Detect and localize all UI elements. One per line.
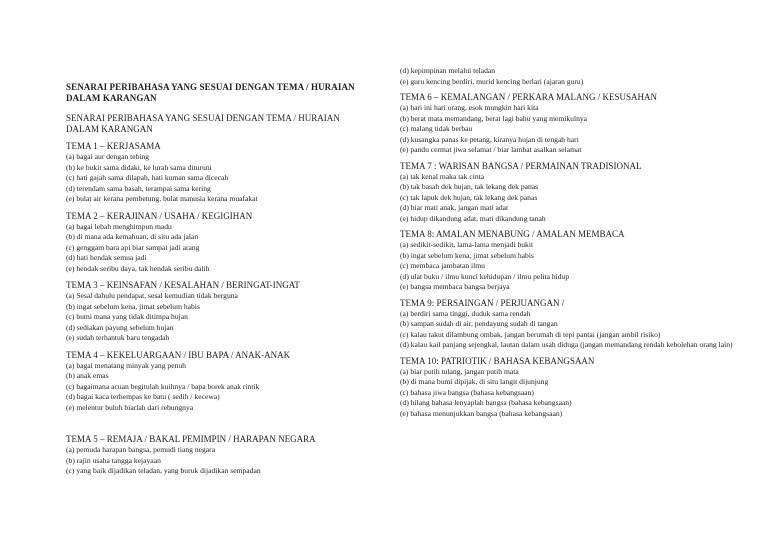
proverb-item: (d) hati hendak semua jadi	[66, 253, 147, 262]
proverb-item: (b) rajin usaha tangga kejayaan	[66, 455, 161, 465]
proverb-item: (d) hilang bahasa lenyaplah bangsa (bahasa kebangsaan)	[400, 398, 572, 407]
proverb-item: (a) biar putih tulang, jangan putih mata	[400, 366, 519, 376]
proverb-item: (e) bahasa menunjukkan bangsa (bahasa kebangsaan)	[400, 408, 563, 418]
proverb-item: (d) bagai kaca terhempas ke batu ( sedih / kecewa)	[66, 392, 220, 401]
proverb-item: (c) bahasa jiwa bangsa (bahasa kebangsaan)	[400, 387, 534, 397]
proverb-item: (c) genggam bara api biar sampai jadi arang	[66, 242, 200, 252]
theme-heading: TEMA 10: PATRIOTIK / BAHASA KEBANGSAAN	[400, 355, 595, 366]
theme-9-section	[400, 298, 740, 351]
proverb-item: (e) bangsa membaca bangsa berjaya	[400, 282, 510, 291]
proverb-item: (b) ingat sebelum kena, jimat sebelum habis	[400, 250, 534, 260]
theme-heading: TEMA 4 – KEKELUARGAAN / IBU BAPA / ANAK-ANAK	[66, 349, 291, 360]
left-column	[66, 82, 366, 477]
theme-heading: TEMA 9: PERSAINGAN / PERJUANGAN /	[400, 297, 565, 308]
proverb-item: (e) hidup dikandung adat, mati dikandung tanah	[400, 213, 546, 223]
proverb-item: (a) bagai lebah menghimpun madu	[66, 221, 172, 231]
theme-heading: TEMA 6 – KEMALANGAN / PERKARA MALANG / KESUSAHAN	[400, 92, 658, 102]
proverb-item: (b) sampan sudah di air, pendayung sudah di tangan	[400, 319, 558, 328]
right-column	[400, 66, 740, 419]
proverb-item: (a) tak kenal maka tak cinta	[400, 171, 485, 181]
proverb-item: (e) guru kencing berdiri, murid kencing berlari (ajaran guru)	[400, 76, 584, 86]
proverb-item: (c) hati gajah sama dilapah, hati kuman sama dicecah	[66, 173, 229, 182]
proverb-item: (d) terendam sama basah, terampai sama kering	[66, 183, 211, 193]
proverb-item: (d) biar mati anak, jangan mati adat	[400, 203, 509, 212]
theme-3-section	[66, 280, 366, 344]
proverb-item: (e) sudah terhantuk baru tengadah	[66, 333, 170, 342]
proverb-item: (a) hari ini hari orang, esok mungkin hari kita	[400, 103, 539, 112]
proverb-item: (a) sedikit-sedikit, lama-lama menjadi bukit	[400, 240, 534, 249]
proverb-item: (e) bulat air kerana pembetung, bulat manusia kerana muafakat	[66, 194, 258, 203]
theme-4-section	[66, 350, 366, 414]
proverb-item: (c) bumi mana yang tidak ditimpa hujan	[66, 312, 188, 321]
proverb-item: (b) anak emas	[66, 371, 109, 380]
proverb-item: (c) kalau takut dilambung ombak, jangan berumah di tepi pantai (jangan ambil risiko)	[400, 329, 661, 339]
proverb-item: (d) sediakan payung sebelum hujan	[66, 322, 174, 332]
theme-heading: TEMA 1 – KERJASAMA	[66, 141, 161, 151]
proverb-item: (a) pemuda harapan bangsa, pemudi tiang negara	[66, 445, 216, 454]
proverb-item: (c) membaca jambatan ilmu	[400, 261, 485, 270]
proverb-item: (e) melentur buluh biarlah dari rebungnya	[66, 402, 194, 412]
proverb-item: (b) ingat sebelum kena, jimat sebelum habis	[66, 301, 200, 311]
proverb-item: (b) di mana bumi dipijak, di situ langit dijunjung	[400, 377, 549, 386]
proverb-item: (c) malang tidak berbau	[400, 124, 473, 133]
proverb-item: (e) pandu cermat jiwa selamat / biar lambat asalkan selamat	[400, 145, 582, 154]
theme-heading: TEMA 3 – KEINSAFAN / KESALAHAN / BERINGAT-INGAT	[66, 280, 300, 290]
theme-2-section	[66, 211, 366, 275]
theme-8-section	[400, 229, 740, 293]
proverb-item: (e) hendak seribu daya, tak hendak seribu dalih	[66, 263, 210, 273]
document-title: SENARAI PERIBAHASA YANG SESUAI DENGAN TEMA / HURAIAN DALAM KARANGAN	[66, 82, 355, 103]
theme-1-section	[66, 141, 366, 205]
proverb-item: (c) yang baik dijadikan teladan, yang buruk dijadikan sempadan	[66, 466, 261, 475]
proverb-item: (a) Sesal dahulu pendapat, sesal kemudian tidak berguna	[66, 291, 238, 300]
proverb-item: (a) bagai aur dengan tebing	[66, 152, 150, 161]
proverb-item: (a) bagai menatang minyak yang penuh	[66, 360, 186, 370]
theme-7-section	[400, 161, 740, 225]
theme-heading: TEMA 2 – KERAJINAN / USAHA / KEGIGIHAN	[66, 210, 253, 221]
theme-5-section	[66, 434, 366, 477]
proverb-item: (c) tak lapuk dek hujan, tak lekang dek panas	[400, 192, 538, 202]
proverb-item: (d) kepimpinan melalui teladan	[400, 66, 496, 75]
proverb-item: (d) ulat buku / ilmu kunci kehidupan / ilmu pelita hidup	[400, 271, 570, 281]
theme-heading: TEMA 8: AMALAN MENABUNG / AMALAN MEMBACA	[400, 229, 625, 239]
proverb-item: (b) tak basah dek hujan, tak lekang dek panas	[400, 182, 539, 191]
proverb-item: (c) bagaimana acuan begitulah kuihnya / bapa borek anak rintik	[66, 381, 260, 391]
theme-10-section	[400, 356, 740, 420]
document-subtitle: SENARAI PERIBAHASA YANG SESUAI DENGAN TEMA / HURAIAN DALAM KARANGAN	[66, 113, 340, 134]
proverb-item: (b) berat mata memandang, berat lagi bahu yang memikulnya	[400, 113, 588, 123]
proverb-item: (a) berdiri sama tinggi, duduk sama rendah	[400, 308, 531, 318]
proverb-item: (d) kalau kail panjang sejengkal, lautan dalam usah diduga (jangan memandang rendah kebolehan orang lain)	[400, 340, 733, 349]
proverb-item: (b) di mana ada kemahuan, di situ ada jalan	[66, 232, 199, 241]
proverb-item: (d) kusangka panas ke petang, kiranya hujan di tengah hari	[400, 134, 579, 144]
theme-heading: TEMA 5 – REMAJA / BAKAL PEMIMPIN / HARAPAN NEGARA	[66, 434, 316, 444]
proverb-item: (b) ke bukit sama didaki, ke lurah sama dituruni	[66, 162, 212, 172]
theme-heading: TEMA 7 : WARISAN BANGSA / PERMAINAN TRADISIONAL	[400, 160, 642, 171]
theme-6-section	[400, 92, 740, 156]
